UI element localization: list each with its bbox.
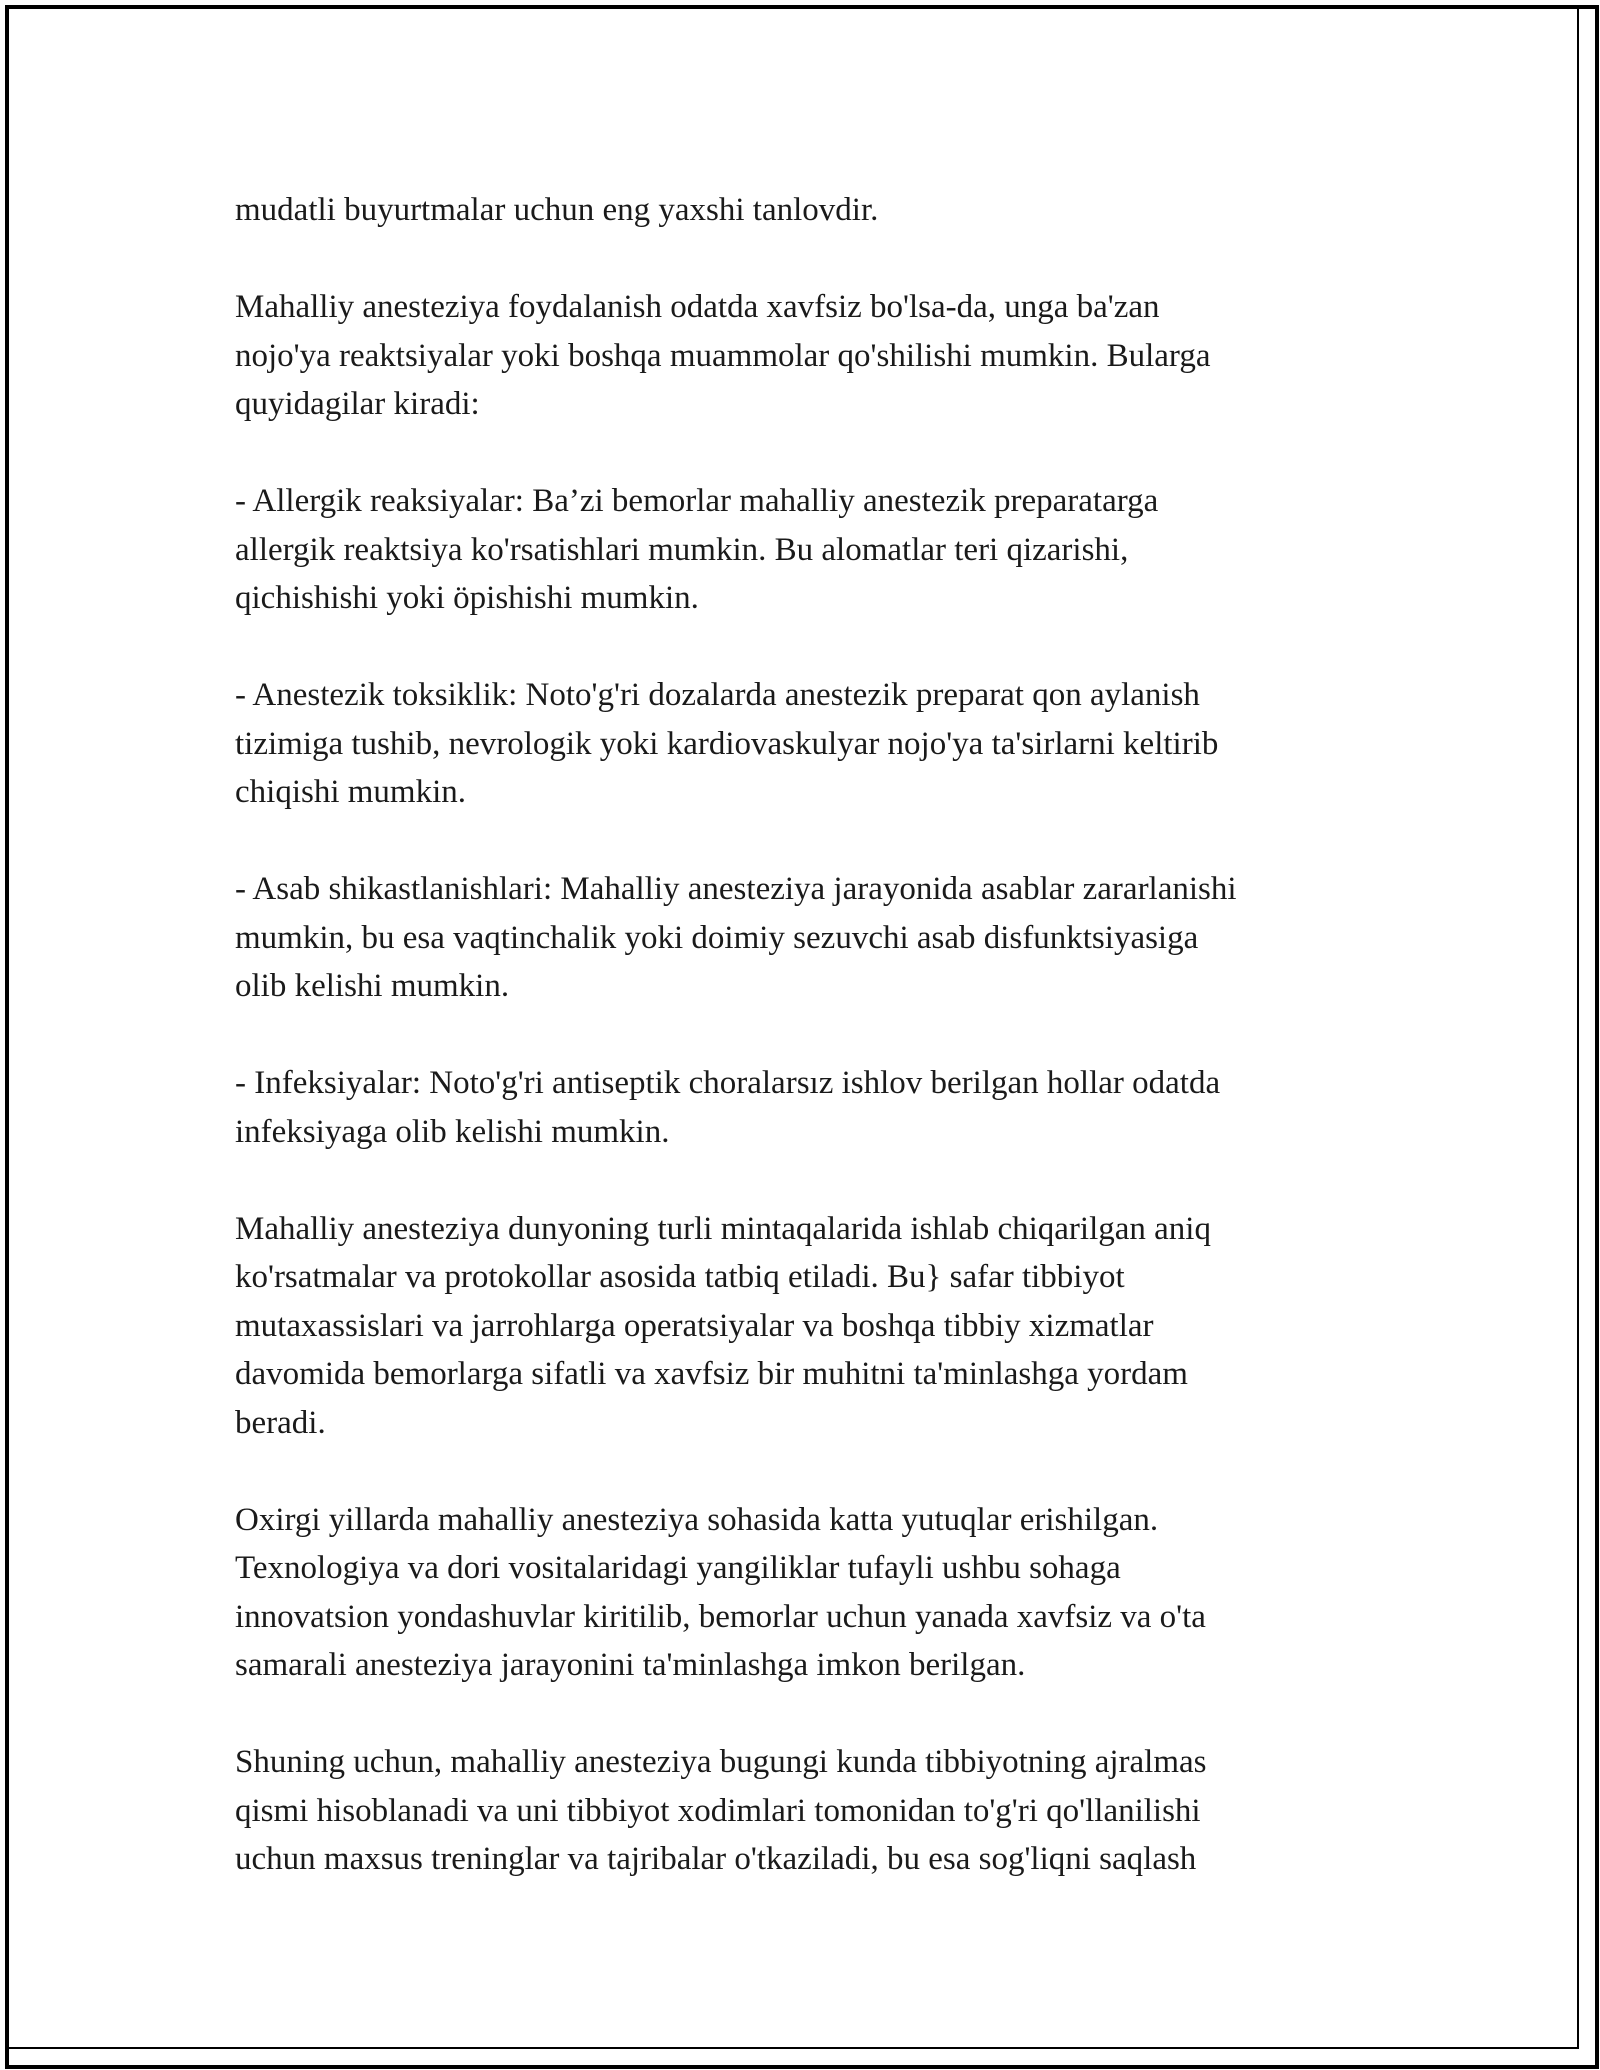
text-line: chiqishi mumkin. [235,774,466,810]
text-line: - Allergik reaksiyalar: Ba’zi bemorlar mahalliy anestezik preparatarga [235,483,1159,519]
text-line: Oxirgi yillarda mahalliy anesteziya sohasida katta yutuqlar erishilgan. [235,1501,1159,1538]
text-line: allergik reaktsiya ko'rsatishlari mumkin. Bu alomatlar teri qizarishi, [235,531,1129,568]
text-line: infeksiyaga olib kelishi mumkin. [235,1113,670,1150]
text-line: mumkin, bu esa vaqtinchalik yoki doimiy sezuvchi asab disfunktsiyasiga [235,919,1199,956]
paragraph-guidelines [235,1205,1375,1448]
paragraph-allergic-reactions [235,477,1375,623]
text-line: qismi hisoblanadi va uni tibbiyot xodimlari tomonidan to'g'ri qo'llanilishi [235,1792,1201,1829]
text-line: qichishishi yoki öpishishi mumkin. [235,580,699,616]
text-line: tizimiga tushib, nevrologik yoki kardiovaskulyar nojo'ya ta'sirlarni keltirib [235,725,1219,762]
paragraph-conclusion-fragment [235,1738,1375,1884]
paragraph-nerve-injuries [235,865,1375,1011]
text-line: Texnologiya va dori vositalaridagi yangiliklar tufayli ushbu sohaga [235,1550,1121,1586]
text-line: beradi. [235,1404,326,1441]
text-line: mudatli buyurtmalar uchun eng yaxshi tanlovdir. [235,192,879,228]
text-line: uchun maxsus treninglar va tajribalar o'tkaziladi, bu esa sog'liqni saqlash [235,1841,1197,1877]
document-body [235,186,1375,1932]
text-line: nojo'ya reaktsiyalar yoki boshqa muammolar qo'shilishi mumkin. Bularga [235,337,1211,374]
text-line: innovatsion yondashuvlar kiritilib, bemorlar uchun yanada xavfsiz va o'ta [235,1598,1206,1635]
text-line: ko'rsatmalar va protokollar asosida tatbiq etiladi. Bu} safar tibbiyot [235,1259,1125,1295]
text-line: - Asab shikastlanishlari: Mahalliy anesteziya jarayonida asablar zararlanishi [235,871,1237,907]
text-line: olib kelishi mumkin. [235,968,510,1004]
text-line: - Infeksiyalar: Noto'g'ri antiseptik choralarsız ishlov berilgan hollar odatda [235,1065,1221,1101]
text-line: Mahalliy anesteziya foydalanish odatda xavfsiz bo'lsa-da, unga ba'zan [235,289,1160,325]
paragraph-anesthetic-toxicity [235,671,1375,817]
text-line: mutaxassislari va jarrohlarga operatsiyalar va boshqa tibbiy xizmatlar [235,1307,1154,1344]
text-line: samarali anesteziya jarayonini ta'minlashga imkon berilgan. [235,1647,1026,1683]
paragraph-infections [235,1059,1375,1156]
paragraph-recent-advances [235,1496,1375,1690]
paragraph-side-effects-intro [235,283,1375,429]
text-line: quyidagilar kiradi: [235,386,480,422]
text-line: Shuning uchun, mahalliy anesteziya bugungi kunda tibbiyotning ajralmas [235,1744,1207,1780]
text-line: - Anestezik toksiklik: Noto'g'ri dozalarda anestezik preparat qon aylanish [235,677,1200,713]
paragraph-intro-fragment [235,186,1375,235]
text-line: davomida bemorlarga sifatli va xavfsiz bir muhitni ta'minlashga yordam [235,1356,1188,1392]
text-line: Mahalliy anesteziya dunyoning turli mintaqalarida ishlab chiqarilgan aniq [235,1210,1211,1247]
